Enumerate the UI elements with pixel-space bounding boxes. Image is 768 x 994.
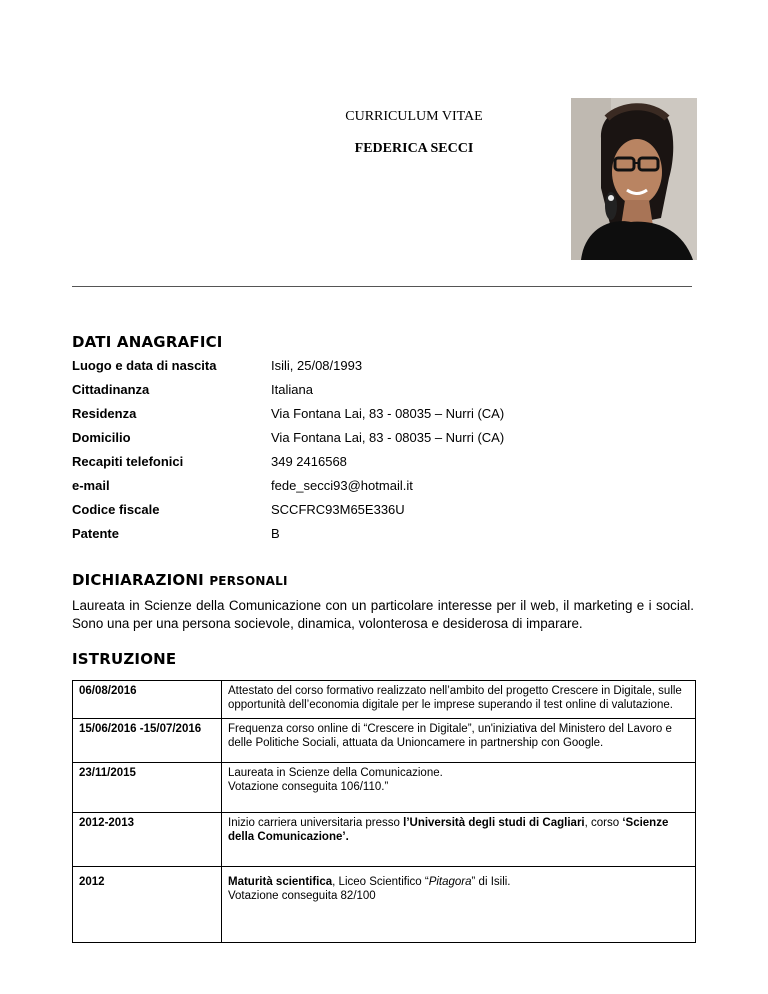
education-description: Attestato del corso formativo realizzato nell’ambito del progetto Crescere in Digitale, sulle opportunità dell’economia digitale per le imprese superando il test online di valutazione. xyxy=(222,681,696,719)
row-value: Via Fontana Lai, 83 - 08035 – Nurri (CA) xyxy=(271,406,505,421)
personal-data-row xyxy=(72,430,632,454)
diploma-name: Maturità scientifica xyxy=(228,876,333,888)
education-description: Frequenza corso online di “Crescere in Digitale”, un'iniziativa del Ministero del Lavoro e delle Politiche Sociali, attuata da Unioncamere in partnership con Google. xyxy=(222,719,696,763)
education-table xyxy=(72,680,696,943)
table-row xyxy=(73,813,696,867)
row-label: e-mail xyxy=(72,478,110,493)
personal-data-row xyxy=(72,406,632,430)
education-description xyxy=(222,763,696,813)
school-name: Pitagora xyxy=(428,876,472,888)
portrait-image xyxy=(571,98,697,260)
table-row xyxy=(73,719,696,763)
row-label: Patente xyxy=(72,526,119,541)
row-label: Codice fiscale xyxy=(72,502,160,517)
description-text: ” di Isili. xyxy=(471,876,511,888)
row-value: Via Fontana Lai, 83 - 08035 – Nurri (CA) xyxy=(271,430,505,445)
personal-data-row xyxy=(72,502,632,526)
section-heading-dati-anagrafici: DATI ANAGRAFICI xyxy=(72,333,223,351)
row-value: 349 2416568 xyxy=(271,454,347,469)
row-label: Residenza xyxy=(72,406,137,421)
personal-data-row xyxy=(72,478,632,502)
education-date: 23/11/2015 xyxy=(73,763,222,813)
personal-data-row xyxy=(72,358,632,382)
description-line: Votazione conseguita 106/110.” xyxy=(228,781,389,793)
profile-photo xyxy=(571,98,697,260)
education-date: 15/06/2016 -15/07/2016 xyxy=(73,719,222,763)
description-text: Inizio carriera universitaria presso xyxy=(228,817,404,829)
table-row xyxy=(73,681,696,719)
header-divider xyxy=(72,286,692,287)
university-name: l’Università degli studi di Cagliari xyxy=(403,817,585,829)
education-date: 2012 xyxy=(73,867,222,943)
section-heading-istruzione: ISTRUZIONE xyxy=(72,650,177,668)
description-line: Votazione conseguita 82/100 xyxy=(228,890,376,902)
education-date: 06/08/2016 xyxy=(73,681,222,719)
email-value: fede_secci93@hotmail.it xyxy=(271,478,413,493)
person-name: FEDERICA SECCI xyxy=(354,141,474,156)
personal-data-table xyxy=(72,358,632,550)
education-date: 2012-2013 xyxy=(73,813,222,867)
table-row xyxy=(73,763,696,813)
description-text: , corso xyxy=(584,817,623,829)
row-value: Isili, 25/08/1993 xyxy=(271,358,363,373)
heading-main-part: DICHIARAZIONI xyxy=(72,571,210,589)
table-row xyxy=(73,867,696,943)
personal-data-row xyxy=(72,526,632,550)
row-label: Domicilio xyxy=(72,430,131,445)
personal-statement: Laureata in Scienze della Comunicazione con un particolare interesse per il web, il marketing e i social. Sono una per una persona socievole, dinamica, volonterosa e desiderosa di imparare. xyxy=(72,598,694,631)
personal-data-row xyxy=(72,382,632,406)
description-line: Laureata in Scienze della Comunicazione. xyxy=(228,767,443,779)
row-value: Italiana xyxy=(271,382,313,397)
document-title: CURRICULUM VITAE xyxy=(345,109,483,124)
row-value: SCCFRC93M65E336U xyxy=(271,502,405,517)
personal-data-row xyxy=(72,454,632,478)
course-name: ‘Scienze della Comunicazione’. xyxy=(228,817,669,843)
education-description xyxy=(222,867,696,943)
description-text: , Liceo Scientifico “ xyxy=(332,876,429,888)
row-label: Luogo e data di nascita xyxy=(72,358,217,373)
row-label: Recapiti telefonici xyxy=(72,454,184,469)
row-value: B xyxy=(271,526,280,541)
row-label: Cittadinanza xyxy=(72,382,150,397)
section-heading-dichiarazioni xyxy=(72,571,288,589)
heading-small-part: PERSONALI xyxy=(209,574,288,588)
education-description xyxy=(222,813,696,867)
